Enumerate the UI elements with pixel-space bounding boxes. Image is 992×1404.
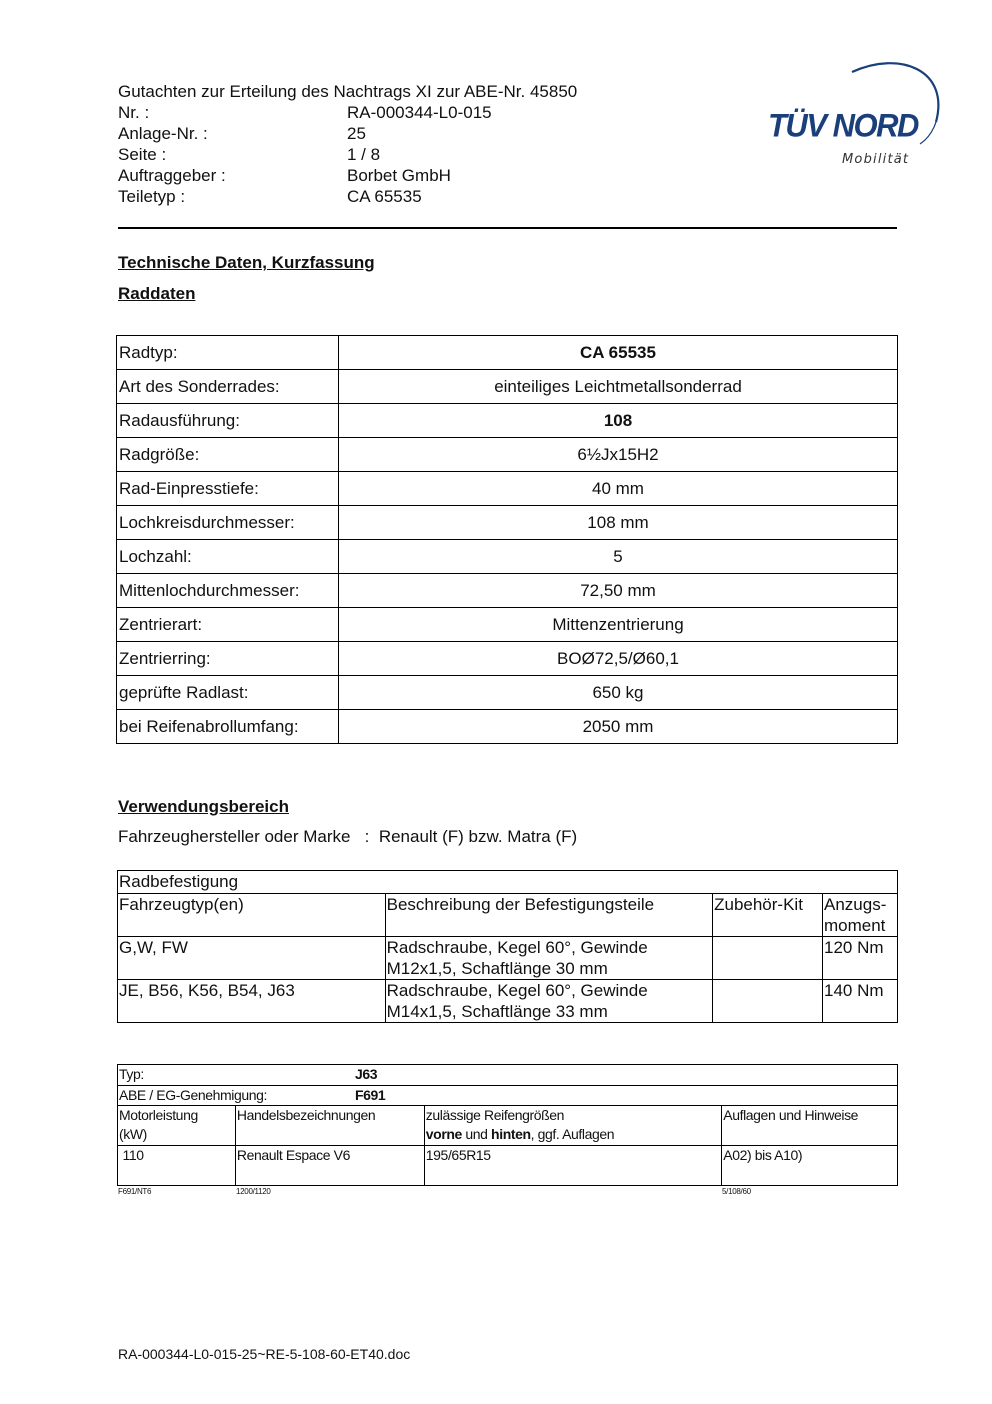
type-value: J63	[355, 1066, 378, 1082]
tiny-code-a: F691/NT6	[118, 1187, 152, 1196]
approval-value: F691	[355, 1087, 386, 1103]
tiny-code-c: 5/108/60	[722, 1187, 751, 1196]
table-row: Rad-Einpresstiefe: 40 mm	[117, 472, 898, 506]
logo-subtitle: Mobilität	[842, 152, 910, 167]
table-row: Zentrierring: BOØ72,5/Ø60,1	[117, 642, 898, 676]
table-row: Art des Sonderrades: einteiliges Leichtmetallsonderrad	[117, 370, 898, 404]
manufacturer-label: Fahrzeughersteller oder Marke	[118, 827, 351, 846]
wheel-data-table	[116, 335, 898, 744]
tiny-code-b: 1200/1120	[236, 1187, 271, 1196]
table-row: G,W, FW Radschraube, Kegel 60°, Gewinde M12x1,5, Schaftlänge 30 mm 120 Nm	[118, 937, 898, 980]
document-filename: RA-000344-L0-015-25~RE-5-108-60-ET40.doc	[118, 1346, 411, 1362]
manufacturer-separator: :	[364, 827, 370, 846]
table-row: Lochkreisdurchmesser: 108 mm	[117, 506, 898, 540]
table-row: JE, B56, K56, B54, J63 Radschraube, Kegel 60°, Gewinde M14x1,5, Schaftlänge 33 mm 140 Nm	[118, 980, 898, 1023]
tuev-nord-logo	[760, 58, 950, 178]
manufacturer-value: Renault (F) bzw. Matra (F)	[378, 827, 578, 846]
table-row: Lochzahl: 5	[117, 540, 898, 574]
fastening-table	[117, 870, 898, 1023]
table-row: 110 Renault Espace V6 195/65R15 A02) bis A10)	[118, 1146, 898, 1186]
vehicle-type-table	[117, 1064, 898, 1186]
type-label: Typ:	[119, 1066, 144, 1082]
type-row	[118, 1065, 898, 1086]
table-row: Radtyp: CA 65535	[117, 336, 898, 370]
table-row: geprüfte Radlast: 650 kg	[117, 676, 898, 710]
table-row: Radgröße: 6½Jx15H2	[117, 438, 898, 472]
type-header-row: Motorleistung (kW) Handelsbezeichnungen zulässige Reifengrößen vorne und hinten, ggf. Auflagen Auflagen und Hinweise	[118, 1106, 898, 1146]
fastening-title-row: Radbefestigung	[118, 871, 898, 894]
table-row: bei Reifenabrollumfang: 2050 mm	[117, 710, 898, 744]
table-row: Mittenlochdurchmesser: 72,50 mm	[117, 574, 898, 608]
heading-wheel-data: Raddaten	[118, 284, 196, 303]
header-divider	[118, 227, 897, 229]
logo-brand: TÜV NORD	[768, 107, 918, 144]
table-row: Radausführung: 108	[117, 404, 898, 438]
approval-label: ABE / EG-Genehmigung:	[119, 1087, 268, 1103]
approval-row	[118, 1086, 898, 1106]
fastening-header-row: Fahrzeugtyp(en) Beschreibung der Befestigungsteile Zubehör-Kit Anzugs- moment	[118, 894, 898, 937]
table-row: Zentrierart: Mittenzentrierung	[117, 608, 898, 642]
heading-technical-data: Technische Daten, Kurzfassung	[118, 253, 375, 272]
heading-usage: Verwendungsbereich	[118, 797, 289, 816]
manufacturer-line	[118, 827, 577, 847]
